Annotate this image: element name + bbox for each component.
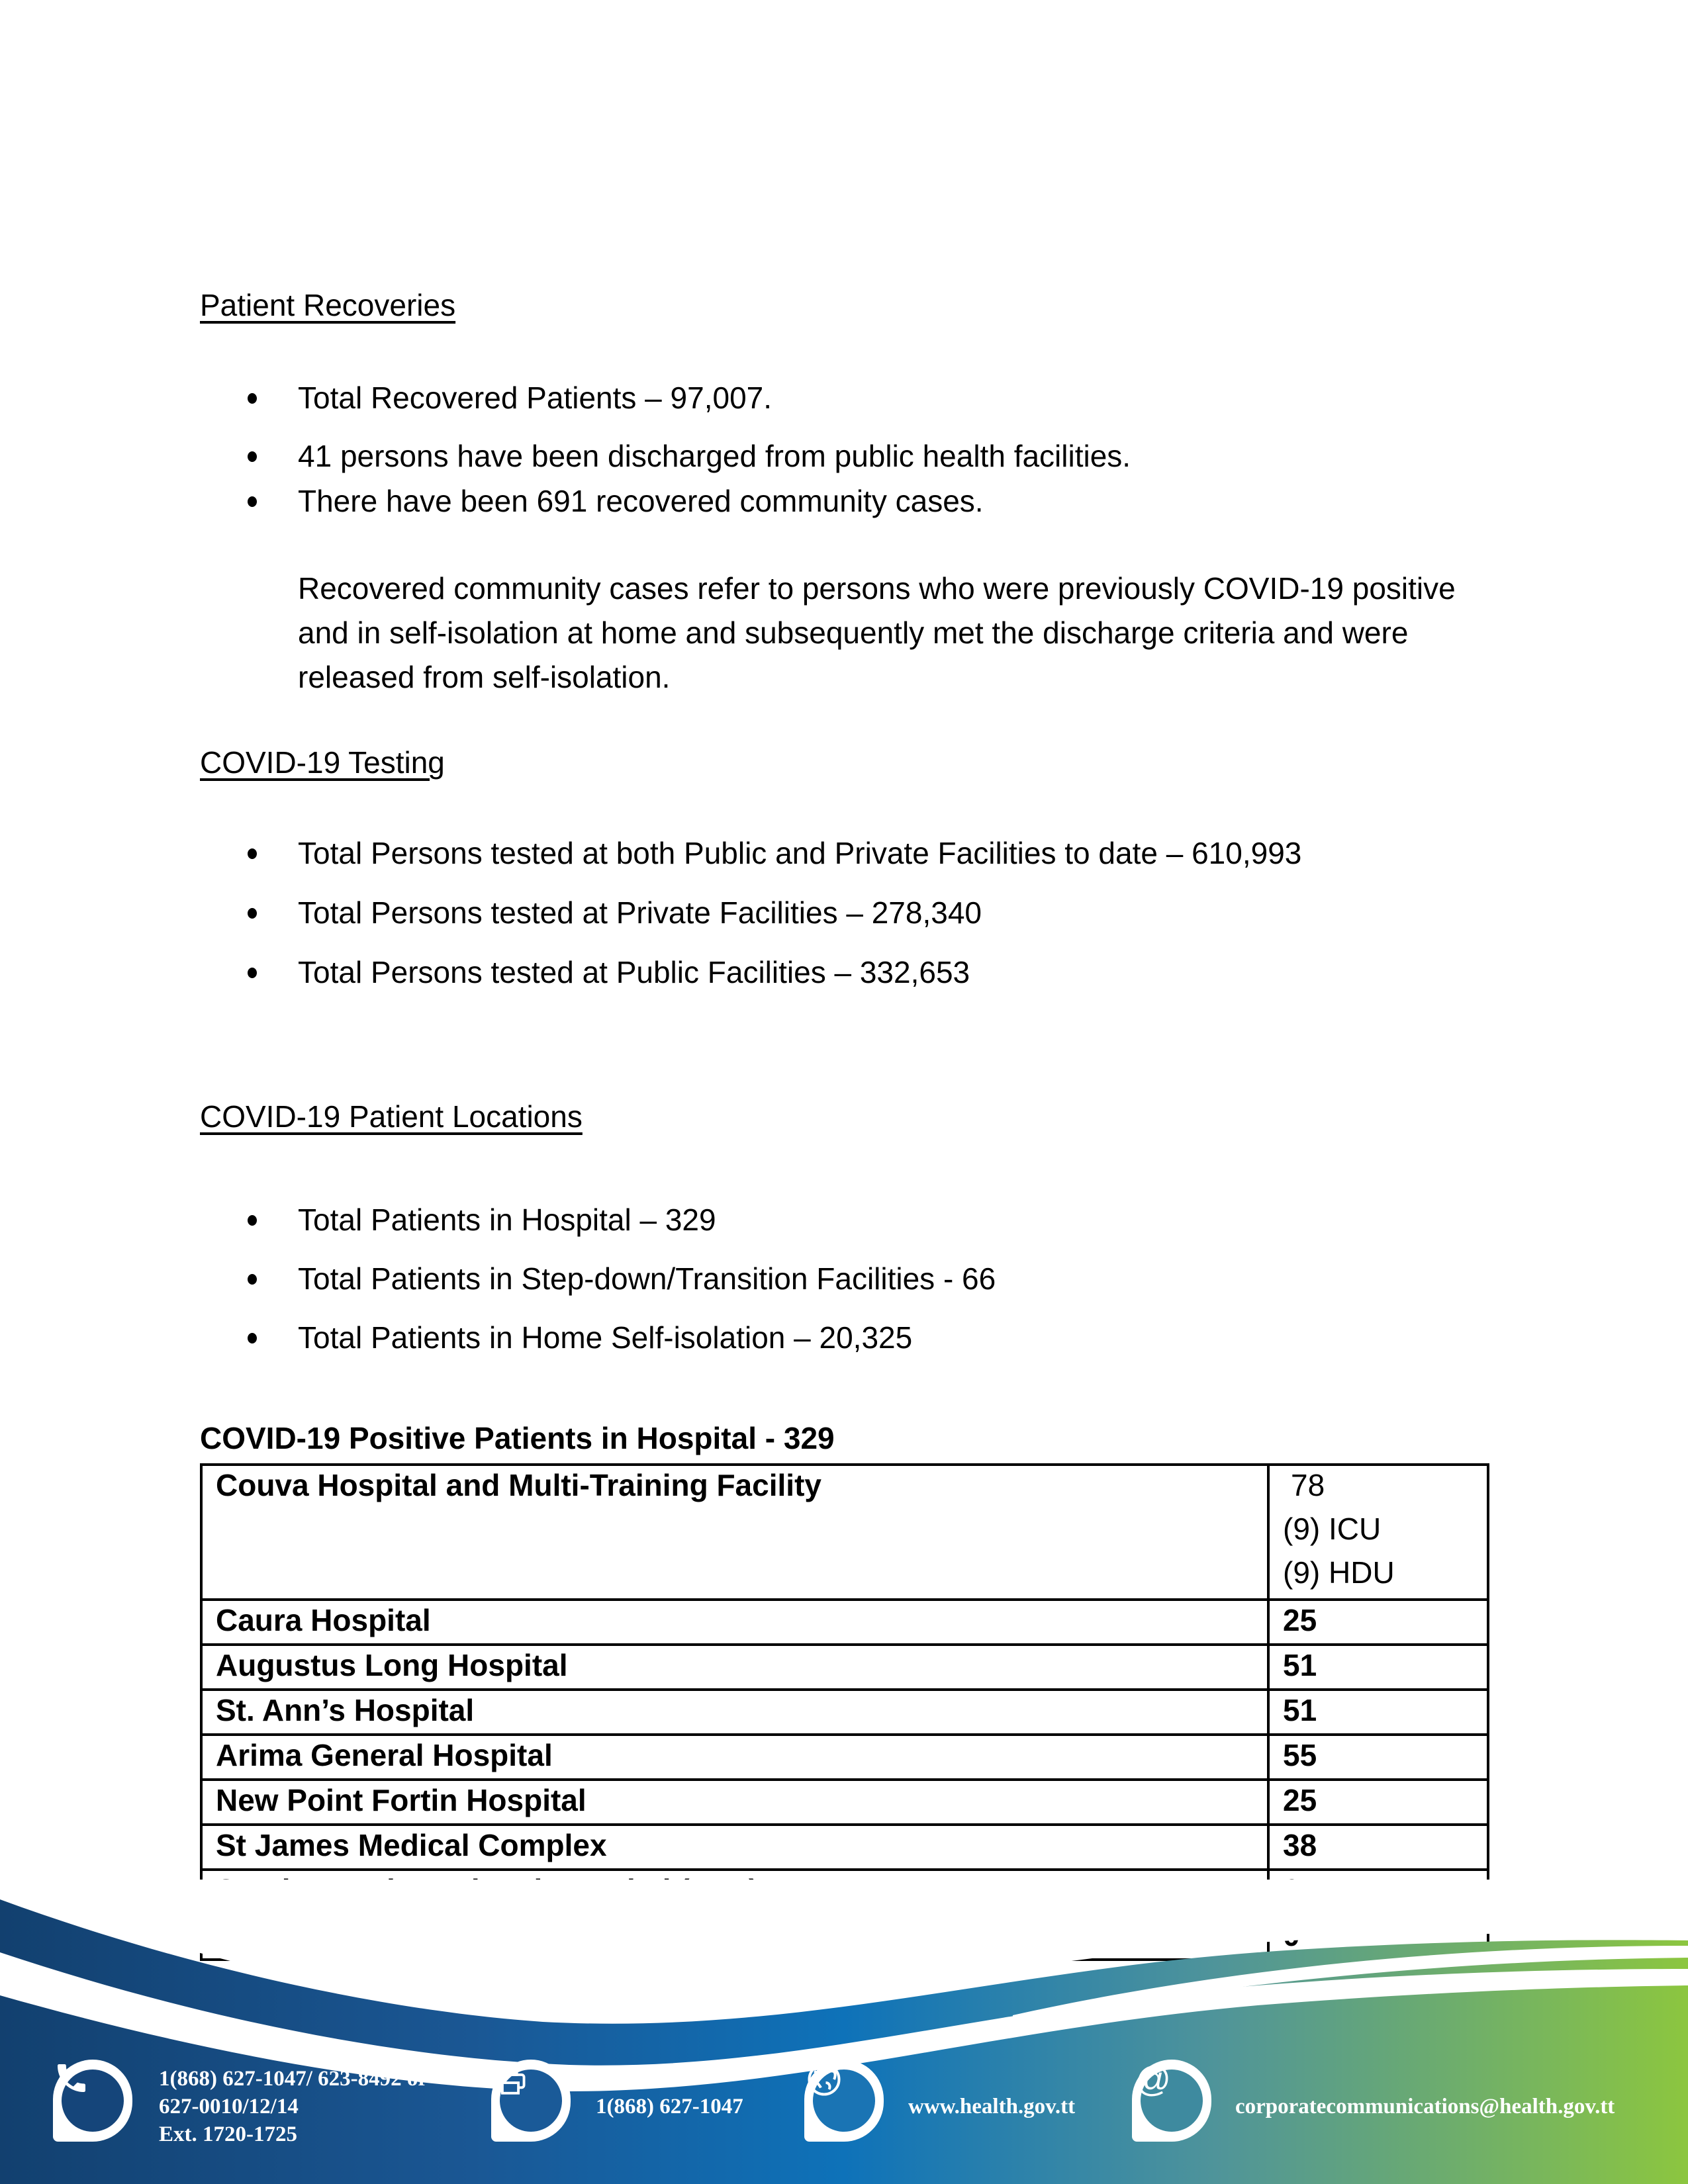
- bullet-icon: [248, 451, 257, 462]
- phone-line: 627-0010/12/14: [159, 2095, 299, 2118]
- note-line: and in self-isolation at home and subsequently met the discharge criteria and were: [298, 615, 1409, 650]
- footer-banner: [0, 1880, 1688, 2184]
- phone-badge: [53, 2060, 132, 2142]
- phone-contact: [159, 2065, 428, 2148]
- svg-text:@: @: [1135, 2060, 1172, 2099]
- bullet-icon: [248, 1215, 257, 1226]
- bullet-text: Total Patients in Home Self-isolation – 20,325: [298, 1320, 913, 1355]
- hospital-count: 25: [1268, 1600, 1488, 1645]
- phone-line: Ext. 1720-1725: [159, 2122, 297, 2146]
- bullet-icon: [248, 1333, 257, 1343]
- bullet-icon: [248, 393, 257, 404]
- bullet-text: Total Persons tested at Public Facilities – 332,653: [298, 955, 970, 989]
- bullet-text: There have been 691 recovered community cases.: [298, 484, 984, 518]
- table-row: [201, 1465, 1488, 1600]
- email-link[interactable]: corporatecommunications@health.gov.tt: [1235, 2095, 1615, 2118]
- hospital-name: New Point Fortin Hospital: [201, 1780, 1268, 1825]
- recovered-community-note: [298, 567, 1589, 700]
- note-line: released from self-isolation.: [298, 660, 671, 694]
- fax-contact: 1(868) 627-1047: [596, 2095, 743, 2118]
- bullet-text: Total Persons tested at both Public and Private Facilities to date – 610,993: [298, 836, 1302, 870]
- bullet-text: Total Persons tested at Private Facilities – 278,340: [298, 895, 982, 930]
- hospital-name: St James Medical Complex: [201, 1825, 1268, 1870]
- hospital-table-title: COVID-19 Positive Patients in Hospital - 329: [200, 1421, 835, 1455]
- hospital-name: St. Ann’s Hospital: [201, 1690, 1268, 1735]
- at-icon: [1132, 2060, 1174, 2102]
- table-row: [201, 1690, 1488, 1735]
- hospital-name: Caura Hospital: [201, 1600, 1268, 1645]
- bullet-text: Total Recovered Patients – 97,007.: [298, 381, 773, 415]
- note-line: Recovered community cases refer to persons who were previously COVID-19 positive: [298, 571, 1456, 606]
- hdu-count: (9) HDU: [1283, 1555, 1395, 1590]
- bullet-icon: [248, 1274, 257, 1285]
- icu-count: (9) ICU: [1283, 1512, 1382, 1546]
- email-badge: [1132, 2060, 1211, 2142]
- bullet-icon: [248, 908, 257, 919]
- hospital-count: 38: [1268, 1825, 1488, 1870]
- bullet-text: Total Patients in Hospital – 329: [298, 1203, 716, 1237]
- hospital-count-total: 78: [1291, 1468, 1325, 1502]
- section-heading-testing: COVID-19 Testing: [200, 745, 445, 780]
- bullet-text: Total Patients in Step-down/Transition Facilities - 66: [298, 1261, 996, 1296]
- bullet-icon: [248, 496, 257, 507]
- section-heading-locations: COVID-19 Patient Locations: [200, 1099, 583, 1134]
- hospital-name: Couva Hospital and Multi-Training Facility: [201, 1465, 1268, 1600]
- hospital-name: Augustus Long Hospital: [201, 1645, 1268, 1690]
- section-heading-recoveries: Patient Recoveries: [200, 288, 456, 322]
- bullet-icon: [248, 848, 257, 859]
- table-row: [201, 1645, 1488, 1690]
- hospital-count: 51: [1268, 1645, 1488, 1690]
- fax-badge: [491, 2060, 571, 2142]
- bullet-text: 41 persons have been discharged from public health facilities.: [298, 439, 1131, 473]
- hospital-count: [1268, 1465, 1488, 1600]
- phone-line: 1(868) 627-1047/ 623-8492 or: [159, 2067, 428, 2091]
- hospital-count: 51: [1268, 1690, 1488, 1735]
- fax-icon: [491, 2060, 530, 2098]
- hospital-count: 25: [1268, 1780, 1488, 1825]
- table-row: [201, 1780, 1488, 1825]
- table-row: [201, 1825, 1488, 1870]
- bullet-icon: [248, 968, 257, 978]
- table-row: [201, 1735, 1488, 1780]
- hospital-count: 55: [1268, 1735, 1488, 1780]
- hospital-name: Arima General Hospital: [201, 1735, 1268, 1780]
- table-row: [201, 1600, 1488, 1645]
- phone-icon: [53, 2060, 90, 2097]
- website-link[interactable]: www.health.gov.tt: [908, 2095, 1076, 2118]
- web-badge: [804, 2060, 884, 2142]
- globe-icon: [804, 2060, 844, 2099]
